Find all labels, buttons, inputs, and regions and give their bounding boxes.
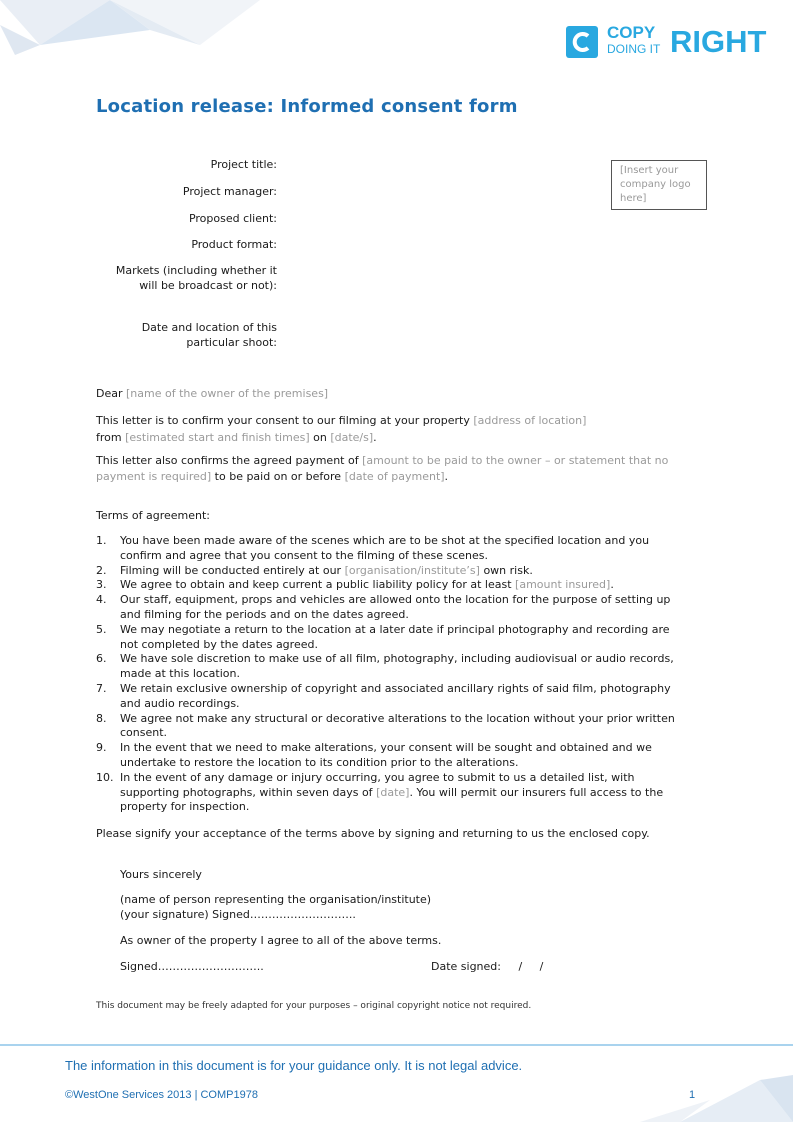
brand-doing-it: DOING IT [607,42,661,56]
field-markets-line2: will be broadcast or not): [139,279,277,292]
logo-placeholder-line1: [Insert your [620,165,679,176]
payment-date-placeholder: [date of payment] [344,470,445,483]
field-product-format: Product format: [191,238,277,251]
list-item [96,593,706,623]
terms-list [96,534,706,815]
field-project-manager: Project manager: [182,185,277,198]
term-text: supporting photographs, within seven days of [120,785,377,799]
signify-paragraph: Please signify your acceptance of the terms above by signing and returning to us the enclosed copy. [96,827,650,840]
adapt-note: This document may be freely adapted for your purposes – original copyright notice not required. [96,1001,532,1011]
footer-divider [0,1044,793,1046]
field-project-title: Project title: [210,158,277,171]
signature-line: (your signature) Signed……………………….. [120,908,356,921]
list-item [96,652,706,682]
dear-label: Dear [96,387,126,400]
logo-placeholder-line2: company logo [620,179,691,190]
term-text: confirm and agree that you consent to the filming of these scenes. [120,548,488,562]
owner-name-placeholder: [name of the owner of the premises] [126,387,329,400]
term-text: We agree not make any structural or decorative alterations to the location without your prior written [120,711,675,725]
copyright-notice: ©WestOne Services 2013 | COMP1978 [65,1089,258,1101]
letter2-text-b: to be paid on or before [211,470,345,483]
organisation-placeholder: [organisation/institute’s] [344,563,480,577]
salutation [96,386,706,401]
term-number: 5. [96,622,107,636]
term-number: 2. [96,563,107,577]
term-text: not completed by the dates agreed. [120,637,318,651]
term-text: and filming for the periods and on the dates agreed. [120,607,409,621]
letter-paragraph-1 [96,412,706,446]
letter1-text-a: This letter is to confirm your consent to our filming at your property [96,414,474,427]
term-number: 4. [96,593,107,607]
brand-logo [566,24,766,60]
term-text: We agree to obtain and keep current a public liability policy for at least [120,578,516,592]
term-number: 9. [96,741,107,755]
corner-decoration-top [0,0,300,60]
field-proposed-client: Proposed client: [188,212,277,225]
list-item [96,741,706,771]
address-placeholder: [address of location] [473,414,587,427]
term-text: property for inspection. [120,800,250,814]
terms-heading: Terms of agreement: [96,509,211,522]
term-text: Our staff, equipment, props and vehicles are allowed onto the location for the purpose of setting up [120,593,671,607]
copyright-c-icon [566,26,598,58]
term-number: 10. [96,770,114,784]
amount-insured-placeholder: [amount insured] [515,578,611,592]
brand-copy: COPY [607,23,656,42]
term-text: and audio recordings. [120,696,240,710]
term-text: . [610,578,614,592]
corner-decoration-bottom [620,1075,793,1122]
letter2-text-a: This letter also confirms the agreed payment of [96,454,363,467]
letter1-text-c: on [309,431,331,444]
list-item [96,682,706,712]
term-text: consent. [120,726,168,740]
logo-placeholder-line3: here] [620,193,647,204]
term-text: We have sole discretion to make use of all film, photography, including audiovisual or audio records, [120,652,674,666]
term-text: We retain exclusive ownership of copyright and associated ancillary rights of said film, photography [120,681,671,695]
amount-placeholder-1: [amount to be paid to the owner – or statement that no [362,454,669,467]
brand-right: RIGHT [670,24,767,59]
term-text: undertake to restore the location to its condition prior to the alterations. [120,755,519,769]
term-text: . You will permit our insurers full access to the [409,785,664,799]
term-text: made at this location. [120,667,240,681]
term-number: 8. [96,711,107,725]
list-item [96,712,706,742]
owner-agreement: As owner of the property I agree to all of the above terms. [120,934,442,947]
guidance-notice: The information in this document is for your guidance only. It is not legal advice. [65,1058,523,1073]
term-text: own risk. [479,563,533,577]
company-logo-placeholder [611,160,707,210]
list-item [96,534,706,564]
term-text: In the event of any damage or injury occurring, you agree to submit to us a detailed list, with [120,770,635,784]
representative-name: (name of person representing the organisation/institute) [120,893,432,906]
term-number: 7. [96,681,107,695]
letter-paragraph-2 [96,453,706,485]
term-text: In the event that we need to make alterations, your consent will be sought and obtained and we [120,741,652,755]
field-date-location-line2: particular shoot: [186,336,277,349]
times-placeholder: [estimated start and finish times] [125,431,310,444]
letter1-text-d: . [373,431,377,444]
dates-placeholder: [date/s] [330,431,374,444]
list-item [96,771,706,815]
term-text: Filming will be conducted entirely at our [120,563,345,577]
list-item [96,564,706,579]
field-date-location-line1: Date and location of this [141,321,277,334]
term-number: 1. [96,534,107,547]
date-signed-line: Date signed: / / [431,960,544,973]
date-placeholder: [date] [376,785,410,799]
term-text: You have been made aware of the scenes which are to be shot at the specified location and you [120,534,650,547]
term-number: 6. [96,652,107,666]
list-item [96,623,706,653]
letter2-text-c: . [444,470,449,483]
letter1-text-b: from [96,431,126,444]
page-number: 1 [689,1089,696,1101]
yours-sincerely: Yours sincerely [120,868,202,881]
owner-signed-line: Signed……………………….. [120,960,264,973]
list-item [96,578,706,593]
field-markets-line1: Markets (including whether it [115,264,277,277]
amount-placeholder-2: payment is required] [96,470,212,483]
term-text: We may negotiate a return to the location at a later date if principal photography and recording are [120,622,670,636]
term-number: 3. [96,578,107,592]
page-title: Location release: Informed consent form [96,96,518,117]
